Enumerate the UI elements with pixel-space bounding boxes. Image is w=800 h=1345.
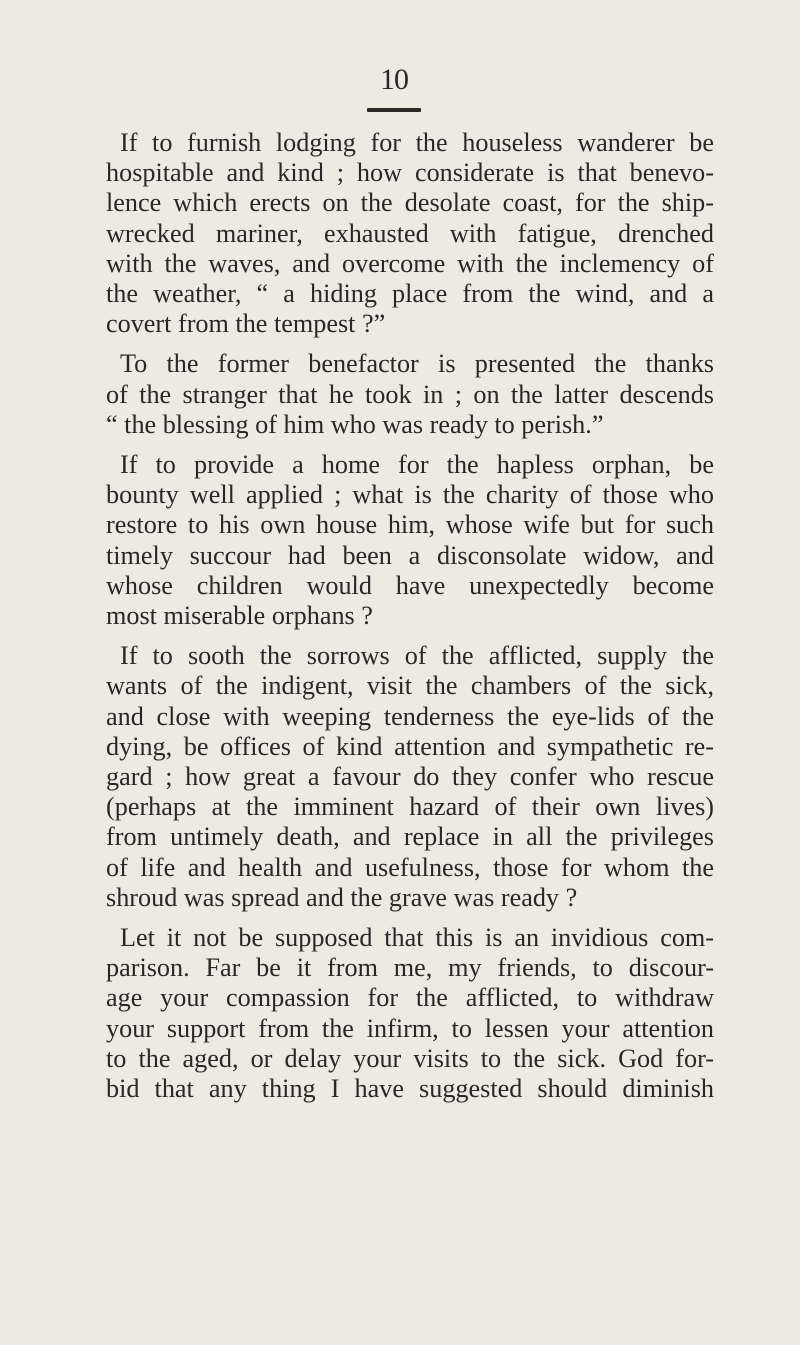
text-line: from untimely death, and replace in all the privileges	[106, 822, 714, 852]
text-line: “ the blessing of him who was ready to perish.”	[106, 409, 604, 439]
text-line: your support from the infirm, to lessen your attention	[106, 1013, 714, 1043]
text-line: wrecked mariner, exhausted with fatigue, drenched	[106, 218, 714, 248]
text-line: hospitable and kind ; how considerate is that benevo-	[106, 158, 714, 188]
body-text	[106, 128, 714, 1104]
text-line: and close with weeping tenderness the eye-lids of the	[106, 701, 714, 731]
text-line: covert from the tempest ?”	[106, 309, 386, 339]
page-number-rule	[367, 108, 421, 112]
text-line: of the stranger that he took in ; on the latter descends	[106, 379, 714, 409]
text-line: with the waves, and overcome with the inclemency of	[106, 248, 714, 278]
text-line: restore to his own house him, whose wife but for such	[106, 510, 714, 540]
text-line: To the former benefactor is presented the thanks	[120, 349, 714, 379]
text-line: shroud was spread and the grave was ready ?	[106, 882, 578, 912]
text-line: whose children would have unexpectedly become	[106, 570, 714, 600]
text-line: parison. Far be it from me, my friends, to discour-	[106, 953, 714, 983]
text-line: wants of the indigent, visit the chambers of the sick,	[106, 671, 714, 701]
text-line: bounty well applied ; what is the charity of those who	[106, 480, 714, 510]
text-line: of life and health and usefulness, those for whom the	[106, 852, 714, 882]
text-line: the weather, “ a hiding place from the wind, and a	[106, 279, 714, 309]
text-line: If to provide a home for the hapless orphan, be	[120, 450, 714, 480]
text-line: to the aged, or delay your visits to the sick. God for-	[106, 1043, 714, 1073]
paragraph-gap	[106, 631, 714, 641]
text-line: lence which erects on the desolate coast, for the ship-	[106, 188, 714, 218]
text-line: gard ; how great a favour do they confer who rescue	[106, 762, 714, 792]
text-line: timely succour had been a disconsolate widow, and	[106, 540, 714, 570]
text-line: (perhaps at the imminent hazard of their own lives)	[106, 792, 714, 822]
text-line: bid that any thing I have suggested should diminish	[106, 1074, 714, 1104]
text-line: age your compassion for the afflicted, to withdraw	[106, 983, 714, 1013]
paragraph-5	[106, 923, 714, 1104]
paragraph-gap	[106, 339, 714, 349]
text-line: dying, be offices of kind attention and sympathetic re-	[106, 731, 714, 761]
paragraph-1	[106, 128, 714, 339]
text-line: If to furnish lodging for the houseless wanderer be	[120, 128, 714, 157]
page-number: 10	[380, 63, 408, 96]
text-line: If to sooth the sorrows of the afflicted, supply the	[120, 641, 714, 671]
paragraph-4	[106, 641, 714, 913]
text-line: most miserable orphans ?	[106, 601, 373, 631]
paragraph-2	[106, 349, 714, 440]
paragraph-gap	[106, 440, 714, 450]
paragraph-gap	[106, 913, 714, 923]
paragraph-3	[106, 450, 714, 631]
text-line: Let it not be supposed that this is an invidious com-	[120, 923, 714, 953]
